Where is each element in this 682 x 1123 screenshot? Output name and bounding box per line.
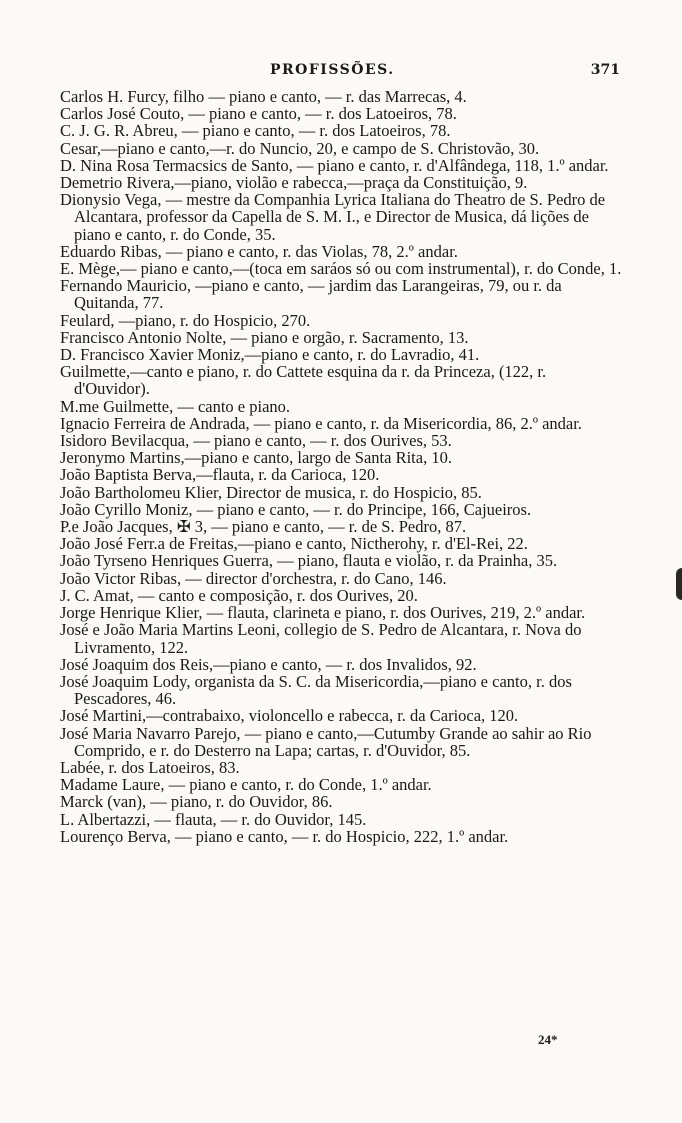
directory-entry: P.e João Jacques, ✠ 3, — piano e canto, — r. de S. Pedro, 87. — [60, 517, 467, 537]
directory-entry: Fernando Mauricio, —piano e canto, — jardim das Larangeiras, 79, ou r. da Quitanda, 77. — [60, 276, 562, 313]
directory-entry: M.me Guilmette, — canto e piano. — [60, 396, 291, 416]
directory-entry: José Joaquim dos Reis,—piano e canto, — r. dos Invalidos, 92. — [60, 654, 477, 674]
directory-entry: C. J. G. R. Abreu, — piano e canto, — r. dos Latoeiros, 78. — [60, 121, 451, 141]
directory-entry: L. Albertazzi, — flauta, — r. do Ouvidor, 145. — [60, 809, 367, 829]
directory-entry: Cesar,—piano e canto,—r. do Nuncio, 20, e campo de S. Christovão, 30. — [60, 138, 540, 158]
page-header — [60, 62, 620, 82]
directory-entry: João Victor Ribas, — director d'orchestra, r. do Cano, 146. — [60, 568, 447, 588]
directory-entry: Francisco Antonio Nolte, — piano e orgão, r. Sacramento, 13. — [60, 327, 469, 347]
directory-entry: Isidoro Bevilacqua, — piano e canto, — r. dos Ourives, 53. — [60, 431, 452, 451]
directory-entry: Carlos H. Furcy, filho — piano e canto, — r. das Marrecas, 4. — [60, 87, 467, 106]
directory-entry: Demetrio Rivera,—piano, violão e rabecca,—praça da Constituição, 9. — [60, 173, 528, 193]
directory-entry: Carlos José Couto, — piano e canto, — r. dos Latoeiros, 78. — [60, 104, 457, 124]
directory-entry: J. C. Amat, — canto e composição, r. dos Ourives, 20. — [60, 585, 418, 605]
directory-entry: João Baptista Berva,—flauta, r. da Carioca, 120. — [60, 465, 380, 485]
directory-entry: D. Francisco Xavier Moniz,—piano e canto, r. do Lavradio, 41. — [60, 345, 480, 365]
directory-entry: João Cyrillo Moniz, — piano e canto, — r. do Principe, 166, Cajueiros. — [60, 499, 532, 519]
directory-entry: Jeronymo Martins,—piano e canto, largo de Santa Rita, 10. — [60, 448, 452, 468]
directory-entry: E. Mège,— piano e canto,—(toca em saráos só ou com instrumental), r. do Conde, 1. — [60, 259, 622, 279]
directory-entry: José Joaquim Lody, organista da S. C. da Misericordia,—piano e canto, r. dos Pescadores, 46. — [60, 671, 572, 709]
directory-entry: João Tyrseno Henriques Guerra, — piano, flauta e violão, r. da Prainha, 35. — [60, 551, 558, 571]
directory-entry: Lourenço Berva, — piano e canto, — r. do Hospicio, 222, 1.º andar. — [60, 826, 509, 846]
directory-entry: D. Nina Rosa Termacsics de Santo, — piano e canto, r. d'Alfândega, 118, 1.º andar. — [60, 155, 609, 175]
printer-signature: 24* — [538, 1032, 558, 1047]
directory-entry: Dionysio Vega, — mestre da Companhia Lyrica Italiana do Theatro de S. Pedro de Alcantara, professor da Capella de S. M. I., e Director de Musica, dá lições de piano e canto, r. do Conde, 35. — [60, 190, 606, 244]
directory-entry: Jorge Henrique Klier, — flauta, clarineta e piano, r. dos Ourives, 219, 2.º andar. — [60, 603, 586, 623]
running-title: PROFISSÕES. — [270, 62, 395, 78]
directory-entry: Madame Laure, — piano e canto, r. do Conde, 1.º andar. — [60, 775, 432, 795]
directory-entry: João José Ferr.a de Freitas,—piano e canto, Nictherohy, r. d'El-Rei, 22. — [60, 534, 528, 554]
directory-entries — [60, 88, 626, 845]
directory-entry: Feulard, —piano, r. do Hospicio, 270. — [60, 310, 311, 330]
directory-entry: Eduardo Ribas, — piano e canto, r. das Violas, 78, 2.º andar. — [60, 241, 458, 261]
directory-entry: Ignacio Ferreira de Andrada, — piano e canto, r. da Misericordia, 86, 2.º andar. — [60, 413, 582, 433]
directory-entry: Labée, r. dos Latoeiros, 83. — [60, 757, 240, 777]
directory-entry: José Maria Navarro Parejo, — piano e canto,—Cutumby Grande ao sahir ao Rio Comprido, e r. do Desterro na Lapa; cartas, r. d'Ouvidor, 85. — [60, 723, 592, 760]
directory-entry: João Bartholomeu Klier, Director de musica, r. do Hospicio, 85. — [60, 482, 482, 502]
page-edge-mark — [676, 568, 682, 600]
directory-entry: Marck (van), — piano, r. do Ouvidor, 86. — [60, 792, 333, 812]
directory-entry: José e João Maria Martins Leoni, collegio de S. Pedro de Alcantara, r. Nova do Livramento, 122. — [60, 620, 582, 657]
page-number: 371 — [590, 62, 620, 78]
directory-entry: Guilmette,—canto e piano, r. do Cattete esquina da r. da Princeza, (122, r. d'Ouvidor). — [60, 362, 547, 399]
directory-entry: José Martini,—contrabaixo, violoncello e rabecca, r. da Carioca, 120. — [60, 706, 519, 726]
